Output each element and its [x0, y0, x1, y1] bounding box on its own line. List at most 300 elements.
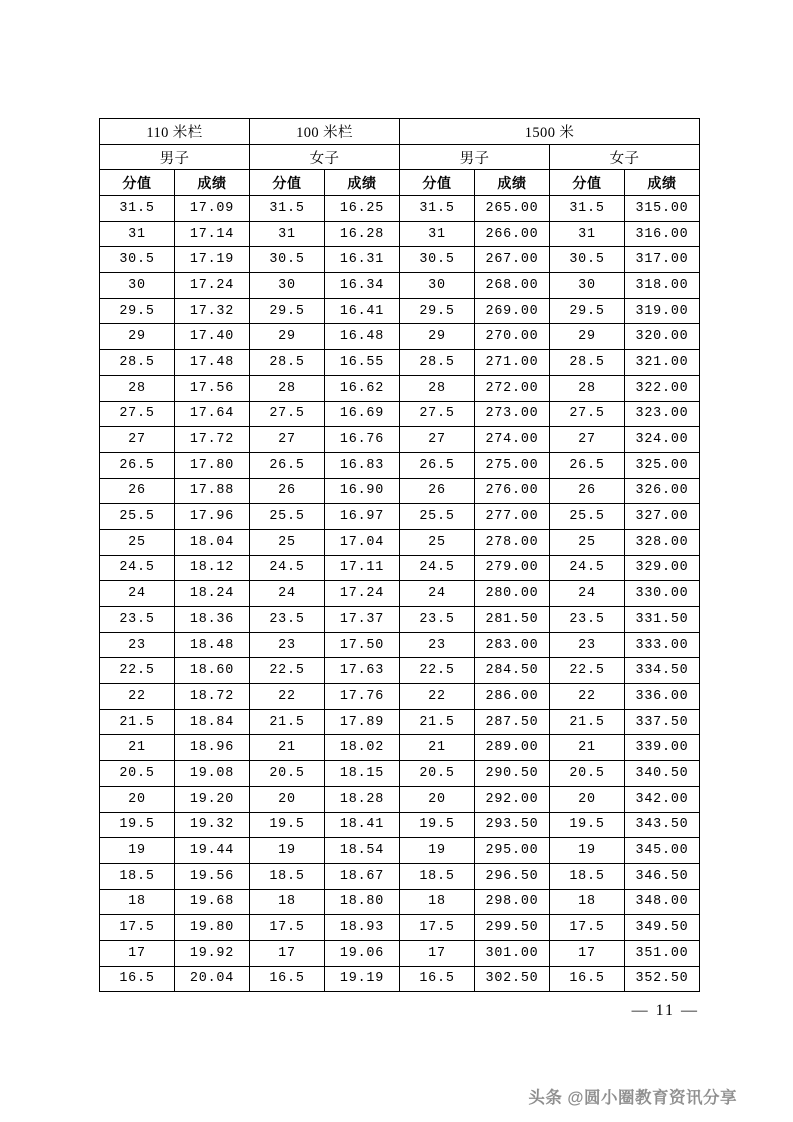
performance-value-cell: 18.84: [175, 709, 250, 735]
gender-header: 男子: [100, 145, 250, 170]
performance-value-cell: 17.24: [175, 273, 250, 299]
score-value-cell: 26: [400, 478, 475, 504]
score-value-cell: 22.5: [100, 658, 175, 684]
performance-value-cell: 337.50: [625, 709, 700, 735]
score-value-cell: 18.5: [550, 863, 625, 889]
performance-value-cell: 266.00: [475, 221, 550, 247]
event-group-header-row: [100, 119, 700, 145]
score-value-cell: 24: [550, 581, 625, 607]
table-row: [100, 324, 700, 350]
score-value-cell: 30.5: [400, 247, 475, 273]
table-row: [100, 273, 700, 299]
score-value-cell: 29.5: [550, 298, 625, 324]
score-value-cell: 22: [400, 684, 475, 710]
performance-value-cell: 298.00: [475, 889, 550, 915]
performance-value-cell: 342.00: [625, 786, 700, 812]
performance-value-cell: 17.04: [325, 529, 400, 555]
performance-value-cell: 16.83: [325, 452, 400, 478]
performance-value-cell: 270.00: [475, 324, 550, 350]
table-row: [100, 350, 700, 376]
performance-value-cell: 18.60: [175, 658, 250, 684]
performance-value-cell: 16.90: [325, 478, 400, 504]
column-header-cell: 分值: [250, 170, 325, 196]
score-value-cell: 27: [550, 427, 625, 453]
score-value-cell: 30.5: [250, 247, 325, 273]
score-value-cell: 23.5: [250, 607, 325, 633]
performance-value-cell: 274.00: [475, 427, 550, 453]
table-row: [100, 478, 700, 504]
performance-value-cell: 17.48: [175, 350, 250, 376]
table-row: [100, 915, 700, 941]
table-row: [100, 709, 700, 735]
score-value-cell: 19.5: [250, 812, 325, 838]
table-row: [100, 607, 700, 633]
performance-value-cell: 16.97: [325, 504, 400, 530]
score-value-cell: 17: [400, 940, 475, 966]
performance-value-cell: 16.55: [325, 350, 400, 376]
score-value-cell: 27.5: [250, 401, 325, 427]
column-header-cell: 分值: [550, 170, 625, 196]
score-value-cell: 21.5: [250, 709, 325, 735]
column-header-cell: 成绩: [175, 170, 250, 196]
score-value-cell: 19.5: [550, 812, 625, 838]
performance-value-cell: 16.76: [325, 427, 400, 453]
performance-value-cell: 16.31: [325, 247, 400, 273]
performance-value-cell: 269.00: [475, 298, 550, 324]
score-value-cell: 16.5: [250, 966, 325, 992]
performance-value-cell: 268.00: [475, 273, 550, 299]
performance-value-cell: 18.80: [325, 889, 400, 915]
performance-value-cell: 18.04: [175, 529, 250, 555]
score-value-cell: 20: [550, 786, 625, 812]
performance-value-cell: 299.50: [475, 915, 550, 941]
score-value-cell: 31: [100, 221, 175, 247]
performance-value-cell: 19.32: [175, 812, 250, 838]
score-value-cell: 24.5: [400, 555, 475, 581]
score-value-cell: 23.5: [550, 607, 625, 633]
score-value-cell: 26.5: [400, 452, 475, 478]
score-value-cell: 25: [400, 529, 475, 555]
performance-value-cell: 17.40: [175, 324, 250, 350]
performance-value-cell: 329.00: [625, 555, 700, 581]
score-value-cell: 31: [250, 221, 325, 247]
score-value-cell: 29: [100, 324, 175, 350]
performance-value-cell: 18.54: [325, 838, 400, 864]
score-value-cell: 24: [100, 581, 175, 607]
performance-value-cell: 17.11: [325, 555, 400, 581]
performance-value-cell: 18.67: [325, 863, 400, 889]
score-value-cell: 22: [100, 684, 175, 710]
performance-value-cell: 287.50: [475, 709, 550, 735]
table-row: [100, 427, 700, 453]
performance-value-cell: 348.00: [625, 889, 700, 915]
table-row: [100, 735, 700, 761]
score-value-cell: 31.5: [400, 196, 475, 222]
performance-value-cell: 316.00: [625, 221, 700, 247]
score-value-cell: 25.5: [100, 504, 175, 530]
table-row: [100, 196, 700, 222]
performance-value-cell: 343.50: [625, 812, 700, 838]
table-row: [100, 632, 700, 658]
score-value-cell: 26: [100, 478, 175, 504]
score-value-cell: 20.5: [100, 761, 175, 787]
performance-value-cell: 19.68: [175, 889, 250, 915]
performance-value-cell: 328.00: [625, 529, 700, 555]
performance-value-cell: 283.00: [475, 632, 550, 658]
table-row: [100, 452, 700, 478]
performance-value-cell: 277.00: [475, 504, 550, 530]
performance-value-cell: 345.00: [625, 838, 700, 864]
score-value-cell: 18: [250, 889, 325, 915]
performance-value-cell: 284.50: [475, 658, 550, 684]
table-row: [100, 504, 700, 530]
performance-value-cell: 17.24: [325, 581, 400, 607]
performance-value-cell: 18.96: [175, 735, 250, 761]
table-row: [100, 658, 700, 684]
performance-value-cell: 315.00: [625, 196, 700, 222]
performance-value-cell: 18.02: [325, 735, 400, 761]
gender-header: 女子: [250, 145, 400, 170]
score-value-cell: 30.5: [100, 247, 175, 273]
score-value-cell: 22.5: [550, 658, 625, 684]
performance-value-cell: 18.72: [175, 684, 250, 710]
score-value-cell: 25: [550, 529, 625, 555]
performance-value-cell: 272.00: [475, 375, 550, 401]
performance-value-cell: 18.48: [175, 632, 250, 658]
performance-value-cell: 16.62: [325, 375, 400, 401]
score-value-cell: 31.5: [550, 196, 625, 222]
score-value-cell: 23: [550, 632, 625, 658]
score-value-cell: 21: [400, 735, 475, 761]
score-value-cell: 30: [550, 273, 625, 299]
performance-value-cell: 267.00: [475, 247, 550, 273]
score-table-container: [99, 118, 699, 992]
event-group-header: 100 米栏: [250, 119, 400, 145]
performance-value-cell: 17.56: [175, 375, 250, 401]
performance-value-cell: 17.89: [325, 709, 400, 735]
table-row: [100, 555, 700, 581]
table-row: [100, 786, 700, 812]
score-value-cell: 23: [100, 632, 175, 658]
score-value-cell: 27: [100, 427, 175, 453]
score-value-cell: 25.5: [550, 504, 625, 530]
performance-value-cell: 20.04: [175, 966, 250, 992]
score-value-cell: 22.5: [400, 658, 475, 684]
column-header-cell: 成绩: [325, 170, 400, 196]
score-value-cell: 24.5: [550, 555, 625, 581]
score-value-cell: 21.5: [100, 709, 175, 735]
score-value-cell: 21: [550, 735, 625, 761]
table-row: [100, 221, 700, 247]
score-value-cell: 18.5: [250, 863, 325, 889]
score-value-cell: 19.5: [100, 812, 175, 838]
score-value-cell: 22: [250, 684, 325, 710]
performance-value-cell: 19.92: [175, 940, 250, 966]
performance-value-cell: 320.00: [625, 324, 700, 350]
performance-value-cell: 271.00: [475, 350, 550, 376]
column-header-cell: 分值: [100, 170, 175, 196]
score-value-cell: 19: [100, 838, 175, 864]
performance-value-cell: 325.00: [625, 452, 700, 478]
performance-value-cell: 273.00: [475, 401, 550, 427]
score-value-cell: 18: [550, 889, 625, 915]
performance-value-cell: 334.50: [625, 658, 700, 684]
table-row: [100, 889, 700, 915]
performance-value-cell: 19.20: [175, 786, 250, 812]
score-value-cell: 24: [400, 581, 475, 607]
performance-value-cell: 18.41: [325, 812, 400, 838]
performance-value-cell: 323.00: [625, 401, 700, 427]
performance-value-cell: 17.14: [175, 221, 250, 247]
score-value-cell: 28.5: [400, 350, 475, 376]
score-value-cell: 20.5: [400, 761, 475, 787]
performance-value-cell: 19.06: [325, 940, 400, 966]
score-value-cell: 18: [400, 889, 475, 915]
score-value-cell: 28: [100, 375, 175, 401]
score-value-cell: 17.5: [550, 915, 625, 941]
performance-value-cell: 17.37: [325, 607, 400, 633]
score-value-cell: 26.5: [550, 452, 625, 478]
score-value-cell: 29.5: [250, 298, 325, 324]
score-value-cell: 21.5: [550, 709, 625, 735]
score-value-cell: 18.5: [400, 863, 475, 889]
table-row: [100, 940, 700, 966]
performance-value-cell: 290.50: [475, 761, 550, 787]
score-value-cell: 25.5: [250, 504, 325, 530]
score-value-cell: 21.5: [400, 709, 475, 735]
score-value-cell: 30: [100, 273, 175, 299]
performance-value-cell: 279.00: [475, 555, 550, 581]
performance-value-cell: 351.00: [625, 940, 700, 966]
score-value-cell: 27: [400, 427, 475, 453]
score-value-cell: 16.5: [400, 966, 475, 992]
gender-header: 男子: [400, 145, 550, 170]
performance-value-cell: 324.00: [625, 427, 700, 453]
column-header-cell: 分值: [400, 170, 475, 196]
performance-value-cell: 19.56: [175, 863, 250, 889]
score-value-cell: 17: [250, 940, 325, 966]
performance-value-cell: 278.00: [475, 529, 550, 555]
table-row: [100, 298, 700, 324]
score-value-cell: 17.5: [400, 915, 475, 941]
performance-value-cell: 333.00: [625, 632, 700, 658]
score-value-cell: 19: [250, 838, 325, 864]
performance-value-cell: 321.00: [625, 350, 700, 376]
column-header-row: [100, 170, 700, 196]
table-row: [100, 838, 700, 864]
score-value-cell: 29: [250, 324, 325, 350]
score-value-cell: 17.5: [100, 915, 175, 941]
gender-header-row: [100, 145, 700, 170]
gender-header: 女子: [550, 145, 700, 170]
performance-value-cell: 336.00: [625, 684, 700, 710]
score-value-cell: 18.5: [100, 863, 175, 889]
score-value-cell: 17: [550, 940, 625, 966]
performance-value-cell: 17.32: [175, 298, 250, 324]
score-value-cell: 28.5: [250, 350, 325, 376]
table-row: [100, 247, 700, 273]
score-value-cell: 24: [250, 581, 325, 607]
score-value-cell: 27: [250, 427, 325, 453]
performance-value-cell: 18.28: [325, 786, 400, 812]
score-value-cell: 20: [100, 786, 175, 812]
score-value-cell: 27.5: [400, 401, 475, 427]
score-value-cell: 29: [400, 324, 475, 350]
performance-value-cell: 296.50: [475, 863, 550, 889]
table-row: [100, 761, 700, 787]
performance-value-cell: 17.96: [175, 504, 250, 530]
score-value-cell: 18: [100, 889, 175, 915]
score-value-cell: 17: [100, 940, 175, 966]
performance-value-cell: 16.69: [325, 401, 400, 427]
score-value-cell: 25: [250, 529, 325, 555]
score-value-cell: 27.5: [100, 401, 175, 427]
performance-value-cell: 319.00: [625, 298, 700, 324]
score-value-cell: 20.5: [250, 761, 325, 787]
performance-value-cell: 19.80: [175, 915, 250, 941]
watermark-text: 头条 @圆小圈教育资讯分享: [528, 1089, 737, 1107]
performance-value-cell: 295.00: [475, 838, 550, 864]
performance-value-cell: 349.50: [625, 915, 700, 941]
score-value-cell: 24.5: [100, 555, 175, 581]
score-value-cell: 20.5: [550, 761, 625, 787]
score-value-cell: 23: [400, 632, 475, 658]
score-value-cell: 19: [400, 838, 475, 864]
performance-value-cell: 327.00: [625, 504, 700, 530]
score-value-cell: 23: [250, 632, 325, 658]
performance-value-cell: 16.25: [325, 196, 400, 222]
score-value-cell: 28: [400, 375, 475, 401]
score-value-cell: 22.5: [250, 658, 325, 684]
score-value-cell: 20: [250, 786, 325, 812]
table-row: [100, 375, 700, 401]
performance-value-cell: 16.41: [325, 298, 400, 324]
score-value-cell: 28: [550, 375, 625, 401]
performance-value-cell: 322.00: [625, 375, 700, 401]
score-value-cell: 26.5: [100, 452, 175, 478]
table-row: [100, 966, 700, 992]
score-value-cell: 30.5: [550, 247, 625, 273]
table-row: [100, 401, 700, 427]
performance-value-cell: 17.09: [175, 196, 250, 222]
performance-value-cell: 317.00: [625, 247, 700, 273]
performance-value-cell: 16.34: [325, 273, 400, 299]
score-value-cell: 17.5: [250, 915, 325, 941]
performance-value-cell: 19.44: [175, 838, 250, 864]
score-value-cell: 26.5: [250, 452, 325, 478]
performance-value-cell: 16.28: [325, 221, 400, 247]
score-value-cell: 19.5: [400, 812, 475, 838]
performance-value-cell: 302.50: [475, 966, 550, 992]
score-value-cell: 22: [550, 684, 625, 710]
performance-value-cell: 286.00: [475, 684, 550, 710]
performance-value-cell: 17.88: [175, 478, 250, 504]
score-value-cell: 31.5: [100, 196, 175, 222]
performance-value-cell: 17.19: [175, 247, 250, 273]
event-group-header: 1500 米: [400, 119, 700, 145]
score-value-cell: 27.5: [550, 401, 625, 427]
performance-value-cell: 19.08: [175, 761, 250, 787]
performance-value-cell: 17.72: [175, 427, 250, 453]
performance-value-cell: 18.36: [175, 607, 250, 633]
performance-value-cell: 19.19: [325, 966, 400, 992]
performance-value-cell: 18.24: [175, 581, 250, 607]
performance-value-cell: 275.00: [475, 452, 550, 478]
performance-value-cell: 281.50: [475, 607, 550, 633]
performance-value-cell: 280.00: [475, 581, 550, 607]
score-value-cell: 29: [550, 324, 625, 350]
column-header-cell: 成绩: [475, 170, 550, 196]
performance-value-cell: 352.50: [625, 966, 700, 992]
performance-value-cell: 265.00: [475, 196, 550, 222]
performance-value-cell: 17.64: [175, 401, 250, 427]
performance-value-cell: 301.00: [475, 940, 550, 966]
score-value-cell: 26: [550, 478, 625, 504]
score-value-cell: 29.5: [400, 298, 475, 324]
score-value-cell: 21: [100, 735, 175, 761]
score-value-cell: 31: [400, 221, 475, 247]
score-value-cell: 26: [250, 478, 325, 504]
table-row: [100, 529, 700, 555]
score-value-cell: 31.5: [250, 196, 325, 222]
performance-value-cell: 293.50: [475, 812, 550, 838]
table-body: [100, 119, 700, 992]
score-value-cell: 21: [250, 735, 325, 761]
performance-value-cell: 17.76: [325, 684, 400, 710]
score-value-cell: 16.5: [100, 966, 175, 992]
score-value-cell: 31: [550, 221, 625, 247]
score-value-cell: 23.5: [400, 607, 475, 633]
event-group-header: 110 米栏: [100, 119, 250, 145]
score-value-cell: 28.5: [100, 350, 175, 376]
performance-value-cell: 18.12: [175, 555, 250, 581]
table-row: [100, 863, 700, 889]
performance-value-cell: 16.48: [325, 324, 400, 350]
performance-value-cell: 289.00: [475, 735, 550, 761]
performance-value-cell: 276.00: [475, 478, 550, 504]
performance-value-cell: 331.50: [625, 607, 700, 633]
performance-value-cell: 346.50: [625, 863, 700, 889]
performance-value-cell: 340.50: [625, 761, 700, 787]
track-events-score-table: [99, 118, 700, 992]
score-value-cell: 23.5: [100, 607, 175, 633]
table-row: [100, 581, 700, 607]
page-number: — 11 —: [631, 1002, 699, 1019]
score-value-cell: 28.5: [550, 350, 625, 376]
table-row: [100, 684, 700, 710]
performance-value-cell: 318.00: [625, 273, 700, 299]
performance-value-cell: 326.00: [625, 478, 700, 504]
score-value-cell: 19: [550, 838, 625, 864]
score-value-cell: 24.5: [250, 555, 325, 581]
score-value-cell: 29.5: [100, 298, 175, 324]
score-value-cell: 28: [250, 375, 325, 401]
performance-value-cell: 18.15: [325, 761, 400, 787]
score-value-cell: 20: [400, 786, 475, 812]
score-value-cell: 16.5: [550, 966, 625, 992]
score-value-cell: 25: [100, 529, 175, 555]
performance-value-cell: 17.50: [325, 632, 400, 658]
score-value-cell: 30: [250, 273, 325, 299]
performance-value-cell: 17.80: [175, 452, 250, 478]
performance-value-cell: 339.00: [625, 735, 700, 761]
score-value-cell: 25.5: [400, 504, 475, 530]
performance-value-cell: 18.93: [325, 915, 400, 941]
performance-value-cell: 330.00: [625, 581, 700, 607]
column-header-cell: 成绩: [625, 170, 700, 196]
score-value-cell: 30: [400, 273, 475, 299]
performance-value-cell: 292.00: [475, 786, 550, 812]
